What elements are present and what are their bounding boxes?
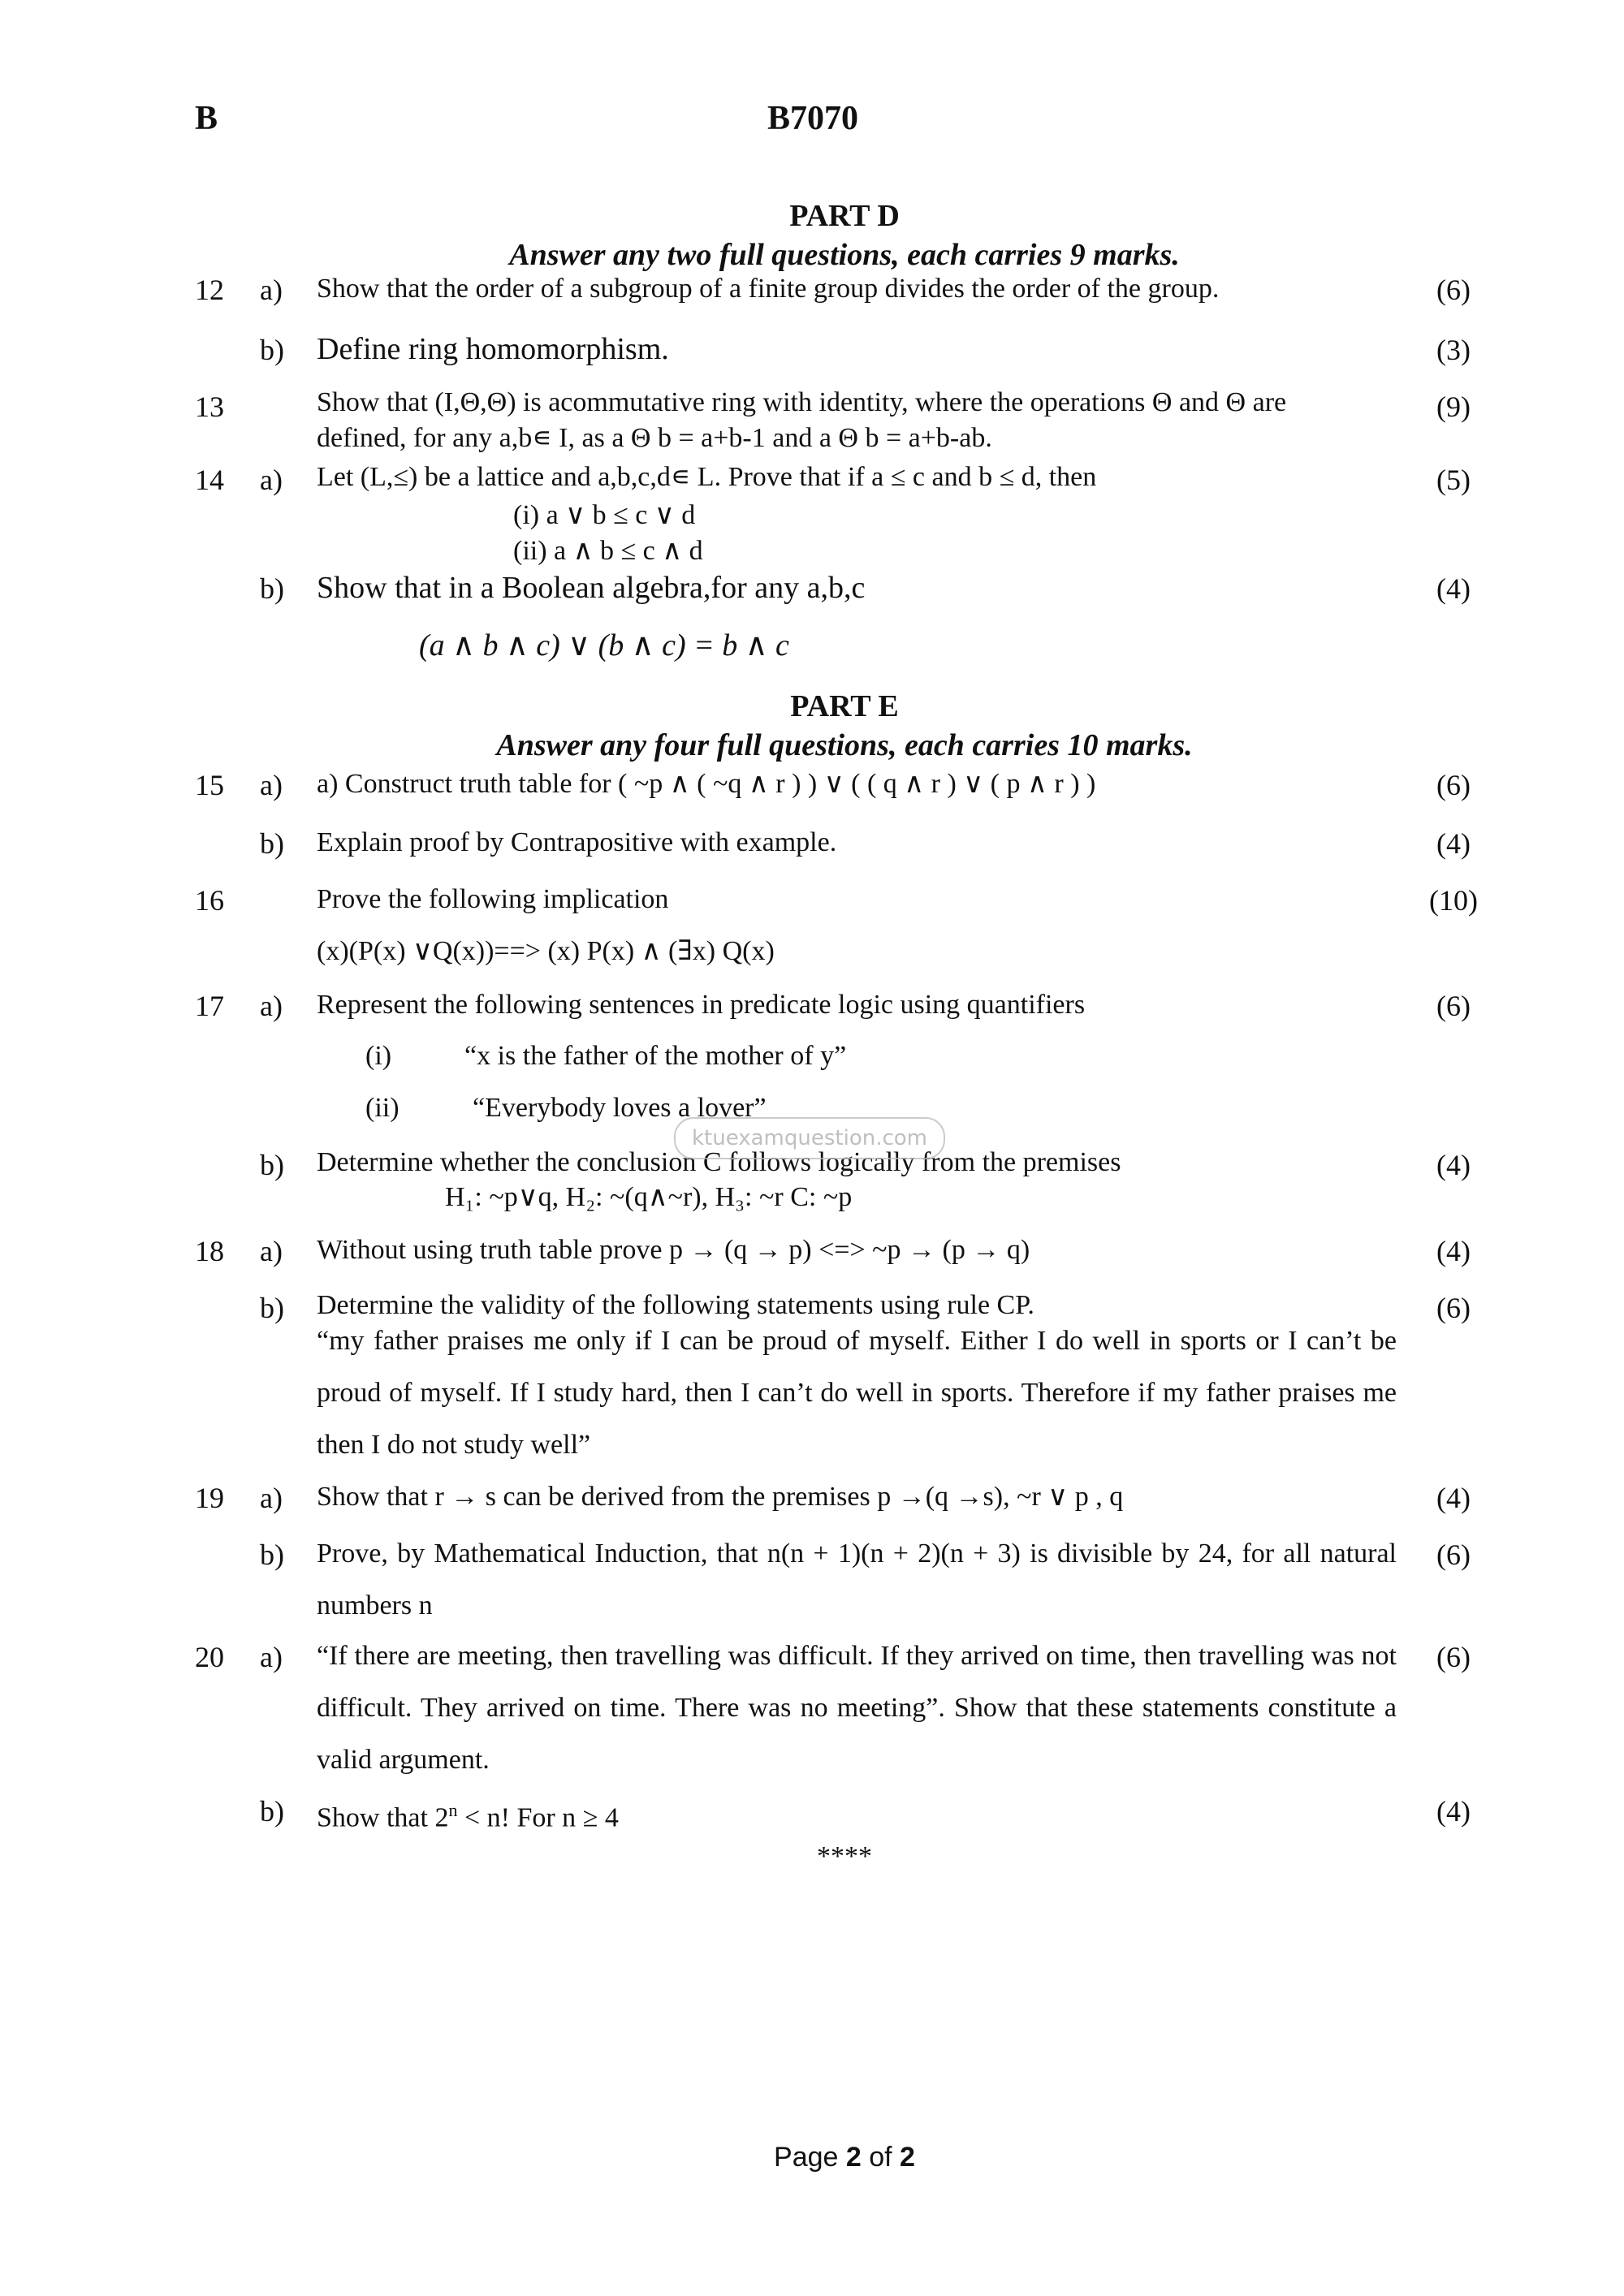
marks: (4) bbox=[1436, 827, 1471, 860]
marks: (4) bbox=[1436, 1482, 1471, 1514]
marks: (6) bbox=[1436, 274, 1471, 306]
subpart-label: a) bbox=[260, 1235, 283, 1267]
watermark-logo: ktuexamquestion.com bbox=[674, 1117, 945, 1159]
premises: H₁: ~p∨q, H₂: ~(q∧~r), H₃: ~r C: ~p bbox=[445, 1182, 853, 1212]
question-text: Represent the following sentences in predicate logic using quantifiers bbox=[317, 990, 1086, 1020]
part-d-title: PART D bbox=[789, 199, 900, 233]
question-number: 16 bbox=[195, 884, 224, 917]
subpart-label: a) bbox=[260, 464, 283, 496]
formula: (x)(P(x) ∨Q(x))==> (x) P(x) ∧ (∃x) Q(x) bbox=[317, 936, 775, 966]
current-page: 2 bbox=[845, 2142, 862, 2173]
series-label: B bbox=[195, 100, 218, 137]
sub-item: (ii) a ∧ b ≤ c ∧ d bbox=[513, 536, 703, 566]
question-text: a) Construct truth table for ( ~p ∧ ( ~q ∧ r ) ) ∨ ( ( q ∧ r ) ∨ ( p ∧ r ) ) bbox=[317, 769, 1096, 799]
question-number: 18 bbox=[195, 1235, 224, 1267]
marks: (5) bbox=[1436, 464, 1471, 496]
superscript-n: n bbox=[448, 1800, 458, 1820]
marks: (6) bbox=[1436, 1641, 1471, 1673]
question-number: 19 bbox=[195, 1482, 224, 1514]
marks: (4) bbox=[1436, 1149, 1471, 1181]
question-number: 20 bbox=[195, 1641, 224, 1673]
total-pages: 2 bbox=[900, 2142, 915, 2173]
subpart-label: b) bbox=[260, 334, 284, 366]
question-text: Without using truth table prove p → (q → p) <=> ~p → (p → q) bbox=[317, 1235, 1030, 1265]
question-number: 13 bbox=[195, 391, 224, 423]
question-text: Show that the order of a subgroup of a finite group divides the order of the group. bbox=[317, 274, 1220, 304]
subpart-label: a) bbox=[260, 769, 283, 801]
marks: (10) bbox=[1429, 884, 1478, 917]
subpart-label: b) bbox=[260, 827, 284, 860]
page-footer bbox=[0, 2142, 1624, 2173]
sub-item: “Everybody loves a lover” bbox=[473, 1093, 767, 1123]
marks: (6) bbox=[1436, 769, 1471, 801]
subpart-label: a) bbox=[260, 274, 283, 306]
question-text: “If there are meeting, then travelling was difficult. If they arrived on time, then travelling was not difficult. They arrived on time. There was no meeting”. Show that these statements constitute a valid argument. bbox=[317, 1641, 1397, 1775]
subpart-label: b) bbox=[260, 1149, 284, 1181]
exam-code: B7070 bbox=[767, 100, 859, 137]
question-text: Let (L,≤) be a lattice and a,b,c,d∊ L. Prove that if a ≤ c and b ≤ d, then bbox=[317, 462, 1097, 492]
question-number: 17 bbox=[195, 990, 224, 1022]
question-text: Show that (I,Θ,Θ) is acommutative ring with identity, where the operations Θ and Θ are bbox=[317, 387, 1287, 417]
subpart-label: a) bbox=[260, 1641, 283, 1673]
subpart-label: a) bbox=[260, 1482, 283, 1514]
subpart-label: b) bbox=[260, 1795, 284, 1828]
sub-item-label: (i) bbox=[365, 1041, 392, 1071]
marks: (4) bbox=[1436, 1795, 1471, 1828]
question-number: 14 bbox=[195, 464, 224, 496]
subpart-label: a) bbox=[260, 990, 283, 1022]
question-text: Show that in a Boolean algebra,for any a,b,c bbox=[317, 571, 866, 605]
end-marker: **** bbox=[817, 1841, 872, 1871]
footer-prefix: Page bbox=[774, 2142, 846, 2173]
marks: (6) bbox=[1436, 1292, 1471, 1324]
question-text: Show that r → s can be derived from the premises p →(q →s), ~r ∨ p , q bbox=[317, 1482, 1124, 1512]
question-text: “my father praises me only if I can be proud of myself. Either I do well in sports or I can’t be proud of myself. If I study hard, then I can’t do well in sports. Therefore if my father praises me then I do not study well” bbox=[317, 1326, 1397, 1460]
part-d-instruction: Answer any two full questions, each carries 9 marks. bbox=[509, 238, 1180, 272]
sub-item-label: (ii) bbox=[365, 1093, 400, 1123]
part-e-title: PART E bbox=[790, 689, 899, 723]
question-text: Determine the validity of the following statements using rule CP. bbox=[317, 1290, 1034, 1320]
question-text: Explain proof by Contrapositive with example. bbox=[317, 827, 837, 857]
question-text: Define ring homomorphism. bbox=[317, 332, 669, 366]
subpart-label: b) bbox=[260, 1292, 284, 1324]
question-text: Prove the following implication bbox=[317, 884, 669, 914]
question-number: 12 bbox=[195, 274, 224, 306]
part-e-instruction: Answer any four full questions, each carries 10 marks. bbox=[496, 728, 1193, 762]
marks: (4) bbox=[1436, 572, 1471, 605]
sub-item: (i) a ∨ b ≤ c ∨ d bbox=[513, 500, 696, 530]
marks: (9) bbox=[1436, 391, 1471, 423]
question-text: defined, for any a,b∊ I, as a Θ b = a+b-1 and a Θ b = a+b-ab. bbox=[317, 423, 992, 453]
text-pre: Show that 2 bbox=[317, 1802, 449, 1833]
footer-middle: of bbox=[861, 2142, 901, 2173]
question-text bbox=[317, 1785, 1397, 1844]
subpart-label: b) bbox=[260, 572, 284, 605]
sub-item: “x is the father of the mother of y” bbox=[464, 1041, 847, 1071]
text-post: < n! For n ≥ 4 bbox=[457, 1802, 619, 1833]
marks: (6) bbox=[1436, 1539, 1471, 1571]
formula: (a ∧ b ∧ c) ∨ (b ∧ c) = b ∧ c bbox=[419, 628, 789, 662]
marks: (4) bbox=[1436, 1235, 1471, 1267]
marks: (3) bbox=[1436, 334, 1471, 366]
question-text: Prove, by Mathematical Induction, that n(n + 1)(n + 2)(n + 3) is divisible by 24, for all natural numbers n bbox=[317, 1539, 1397, 1621]
marks: (6) bbox=[1436, 990, 1471, 1022]
question-text: Determine whether the conclusion C follows logically from the premises bbox=[317, 1147, 1121, 1177]
subpart-label: b) bbox=[260, 1539, 284, 1571]
question-number: 15 bbox=[195, 769, 224, 801]
